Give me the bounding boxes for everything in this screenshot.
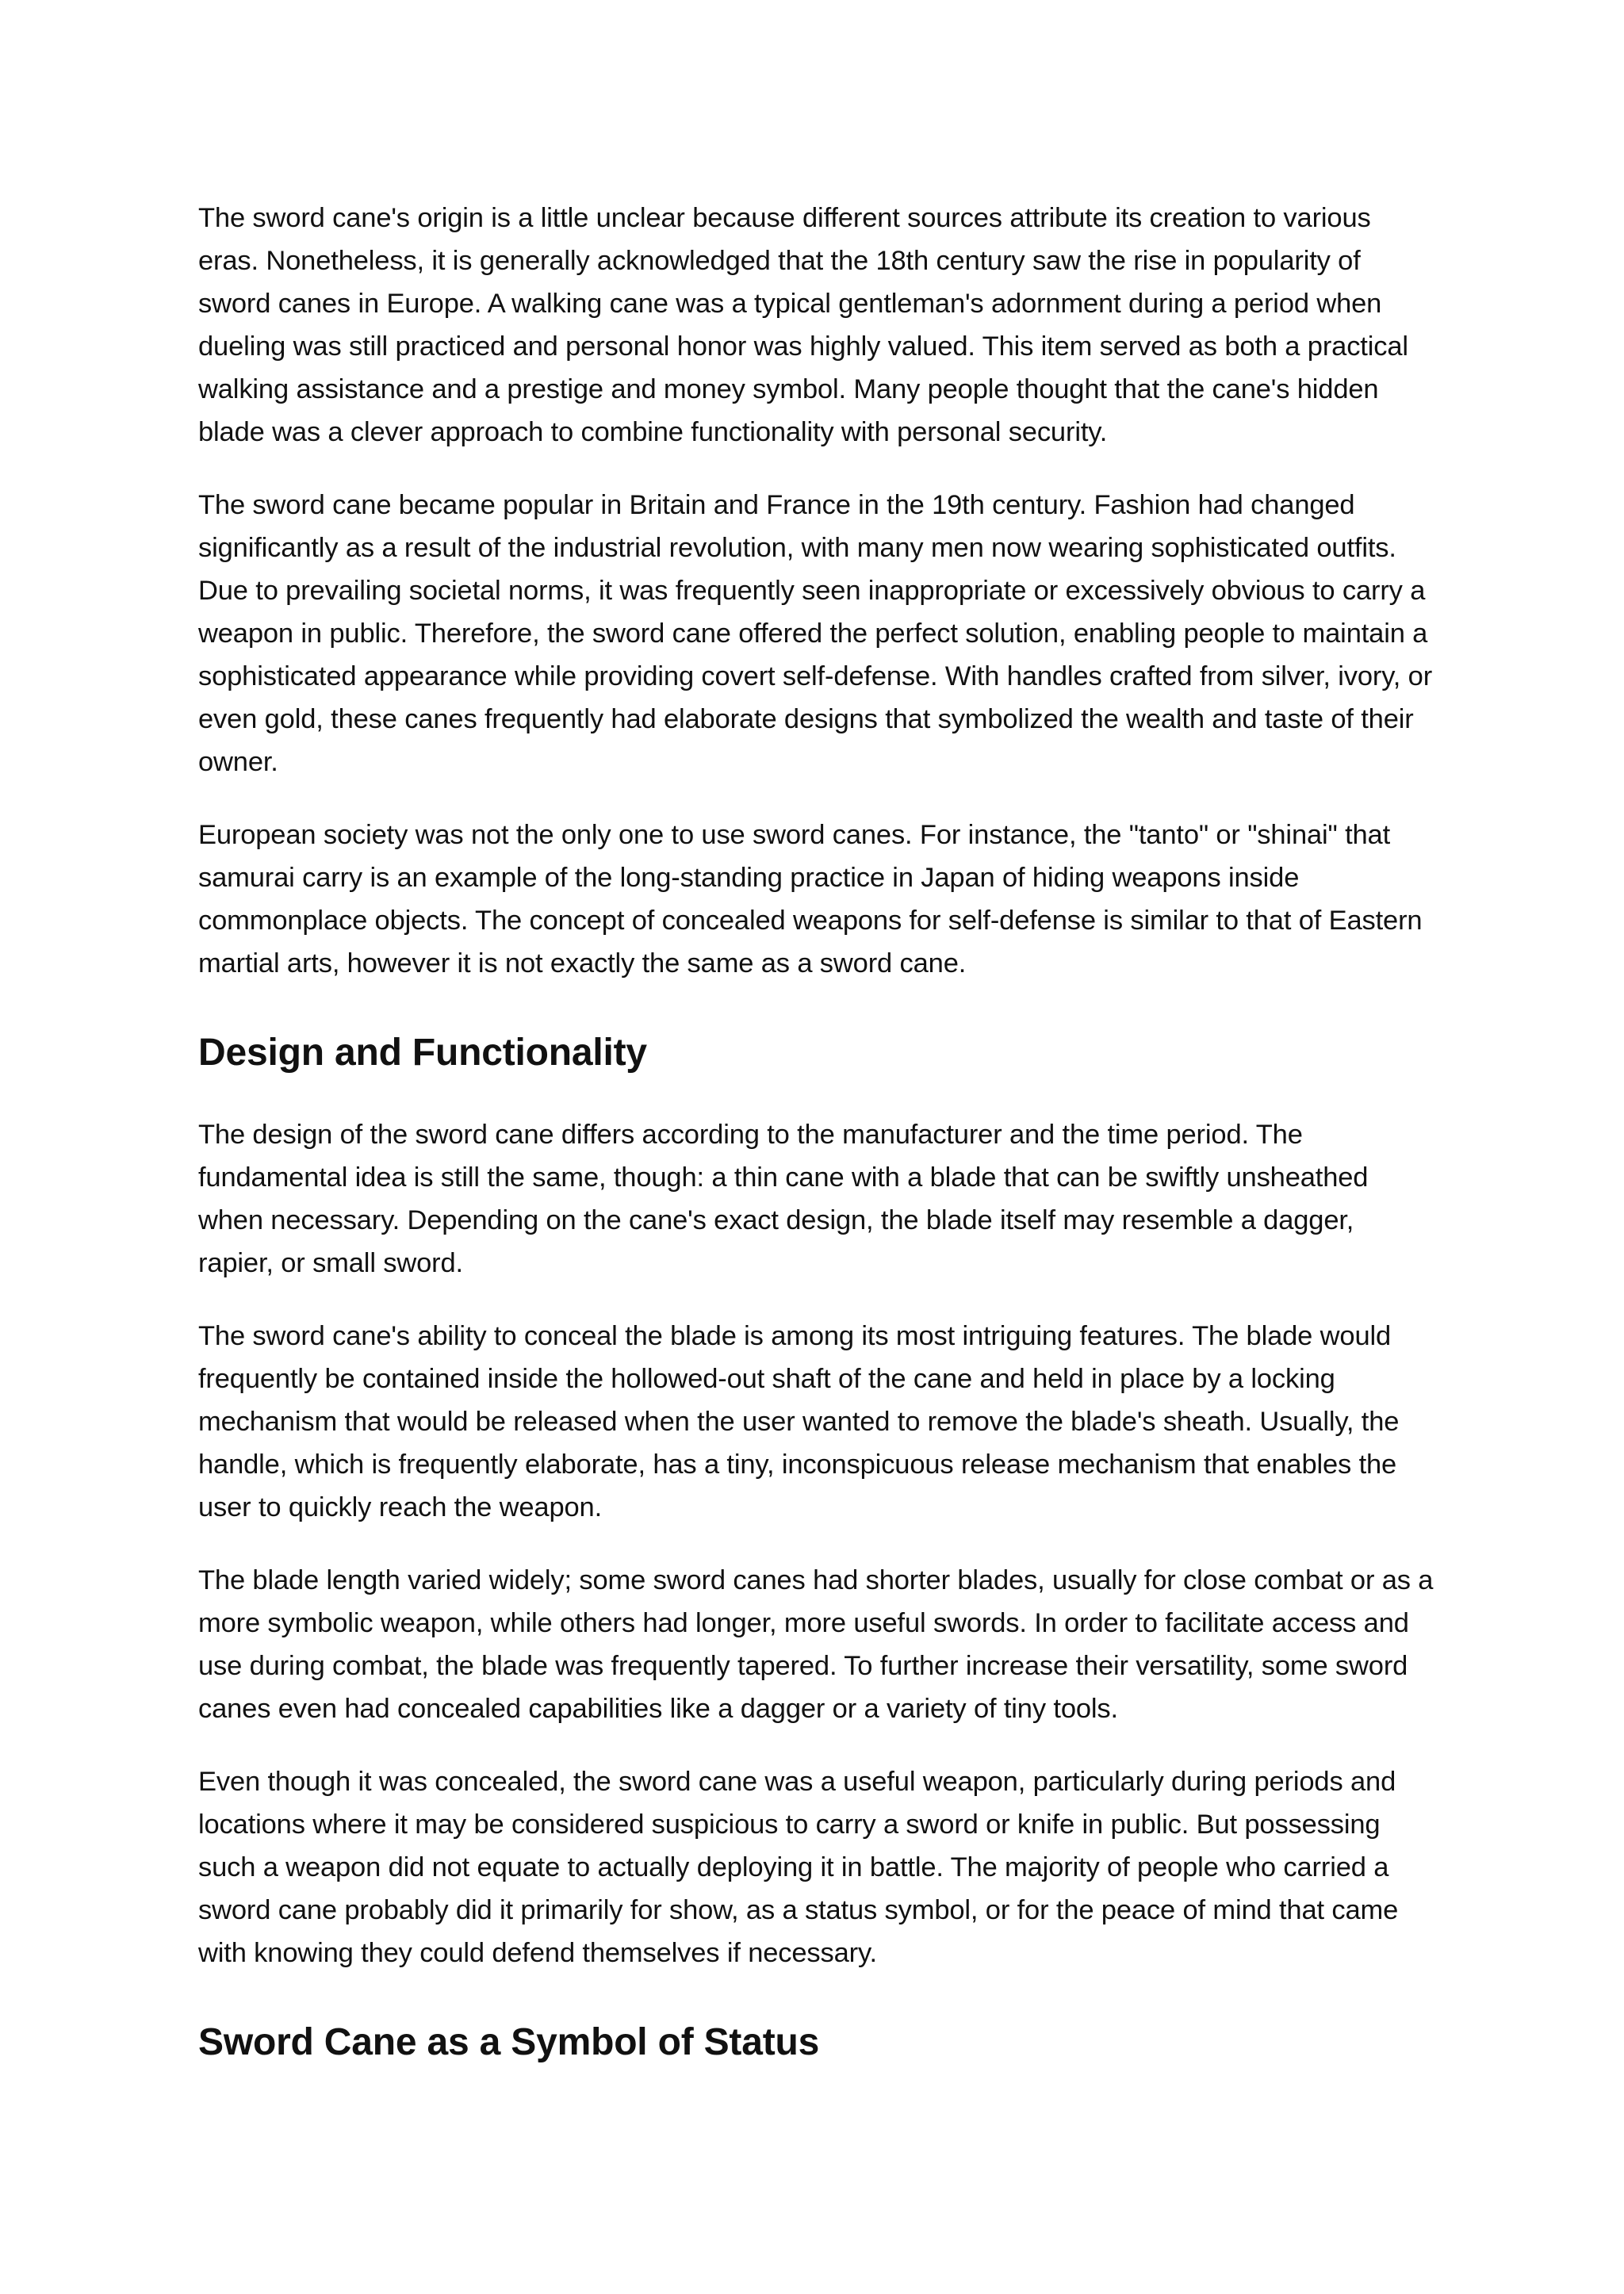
paragraph-blade-length: The blade length varied widely; some sword canes had shorter blades, usually for close combat or as a more symbolic weapon, while others had longer, more useful swords. In order to facilitate access and use during combat, the blade was frequently tapered. To further increase their versatility, some sword canes even had concealed capabilities like a dagger or a variety of tiny tools. [198, 1565, 1434, 1724]
paragraph-beyond-europe: European society was not the only one to use sword canes. For instance, the "tanto" or "shinai" that samurai carry is an example of the long-standing practice in Japan of hiding weapons inside commonplace objects. The concept of concealed weapons for self-defense is similar to that of Eastern martial arts, however it is not exactly the same as a sword cane. [198, 820, 1423, 978]
document-page [198, 197, 1435, 2103]
paragraph-19th-century: The sword cane became popular in Britain and France in the 19th century. Fashion had changed significantly as a result of the industrial revolution, with many men now wearing sophisticated outfits. Due to prevailing societal norms, it was frequently seen inappropriate or excessively obvious to carry a weapon in public. Therefore, the sword cane offered the perfect solution, enabling people to maintain a sophisticated appearance while providing covert self-defense. With handles crafted from silver, ivory, or even gold, these canes frequently had elaborate designs that symbolized the wealth and taste of their owner. [198, 490, 1433, 777]
heading-design-functionality: Design and Functionality [198, 1032, 647, 1074]
paragraph-usefulness: Even though it was concealed, the sword cane was a useful weapon, particularly during periods and locations where it may be considered suspicious to carry a sword or knife in public. But possessing such a weapon did not equate to actually deploying it in battle. The majority of people who carried a sword cane probably did it primarily for show, as a status symbol, or for the peace of mind that came with knowing they could defend themselves if necessary. [198, 1767, 1399, 1968]
paragraph-origin: The sword cane's origin is a little unclear because different sources attribute its creation to various eras. Nonetheless, it is generally acknowledged that the 18th century saw the rise in popularity of sword canes in Europe. A walking cane was a typical gentleman's adornment during a period when dueling was still practiced and personal honor was highly valued. This item served as both a practical walking assistance and a prestige and money symbol. Many people thought that the cane's hidden blade was a clever approach to combine functionality with personal security. [198, 203, 1408, 447]
paragraph-concealment: The sword cane's ability to conceal the blade is among its most intriguing features. The blade would frequently be contained inside the hollowed-out shaft of the cane and held in place by a locking mechanism that would be released when the user wanted to remove the blade's sheath. Usually, the handle, which is frequently elaborate, has a tiny, inconspicuous release mechanism that enables the user to quickly reach the weapon. [198, 1321, 1400, 1522]
paragraph-design: The design of the sword cane differs according to the manufacturer and the time period. The fundamental idea is still the same, though: a thin cane with a blade that can be swiftly unsheathed when necessary. Depending on the cane's exact design, the blade itself may resemble a dagger, rapier, or small sword. [198, 1120, 1369, 1278]
heading-symbol-of-status: Sword Cane as a Symbol of Status [198, 2021, 820, 2063]
